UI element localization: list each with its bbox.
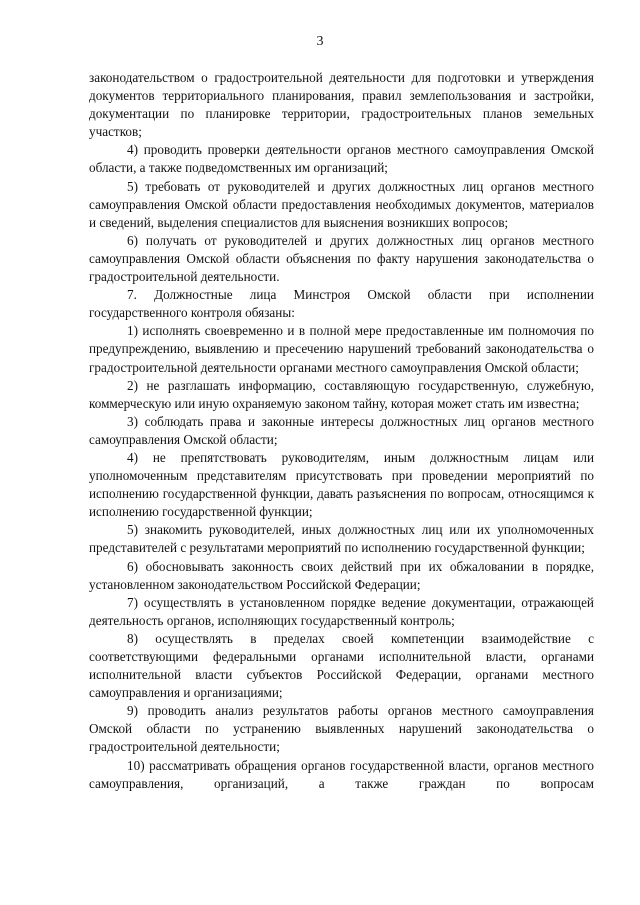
paragraph-duty-9: 9) проводить анализ результатов работы органов местного самоуправления Омской области по устранению выявленных нарушений законодательства о градостроительной деятельности; <box>89 703 594 755</box>
paragraph-duty-2: 2) не разглашать информацию, составляющую государственную, служебную, коммерческую или иную охраняемую законом тайну, которая может стать им известна; <box>89 377 594 411</box>
paragraph-duty-5: 5) знакомить руководителей, иных должностных лиц или их уполномоченных представителей с результатами мероприятий по исполнению государственной функции; <box>89 522 594 556</box>
paragraph-duty-1: 1) исполнять своевременно и в полной мере предоставленные им полномочия по предупреждению, выявлению и пресечению нарушений требований законодательства о градостроительной деятельности органами местного самоуправления Омской области; <box>89 323 594 375</box>
paragraph-item-4: 4) проводить проверки деятельности органов местного самоуправления Омской области, а также подведомственных им организаций; <box>89 142 594 176</box>
page-number: 3 <box>316 34 324 49</box>
document-body <box>89 69 594 793</box>
paragraph-duty-10: 10) рассматривать обращения органов государственной власти, органов местного самоуправления, организаций, а также граждан по вопросам <box>89 757 594 791</box>
paragraph-duty-8: 8) осуществлять в пределах своей компетенции взаимодействие с соответствующими федеральными органами исполнительной власти, органами исполнительной власти субъектов Российской Федерации, органами местного самоуправления и организациями; <box>89 630 594 701</box>
paragraph-duty-3: 3) соблюдать права и законные интересы должностных лиц органов местного самоуправления Омской области; <box>89 413 594 447</box>
paragraph-duty-7: 7) осуществлять в установленном порядке ведение документации, отражающей деятельность органов, исполняющих государственный контроль; <box>89 594 594 628</box>
paragraph-duty-4: 4) не препятствовать руководителям, иным должностным лицам или уполномоченным представителям присутствовать при проведении мероприятий по исполнению государственной функции, давать разъяснения по вопросам, относящимся к исполнению государственной функции; <box>89 449 594 520</box>
paragraph-section-7: 7. Должностные лица Минстроя Омской области при исполнении государственного контроля обязаны: <box>89 287 594 321</box>
paragraph-item-5: 5) требовать от руководителей и других должностных лиц органов местного самоуправления Омской области предоставления необходимых документов, материалов и сведений, выделения специалистов для выяснения возникших вопросов; <box>89 178 594 230</box>
paragraph-duty-6: 6) обосновывать законность своих действий при их обжаловании в порядке, установленном законодательством Российской Федерации; <box>89 558 594 592</box>
paragraph-item-6: 6) получать от руководителей и других должностных лиц органов местного самоуправления Омской области объяснения по факту нарушения законодательства о градостроительной деятельности. <box>89 232 594 285</box>
paragraph-continuation: законодательством о градостроительной деятельности для подготовки и утверждения документов территориального планирования, правил землепользования и застройки, документации по планировке территории, градостроительных планов земельных участков; <box>89 70 594 140</box>
